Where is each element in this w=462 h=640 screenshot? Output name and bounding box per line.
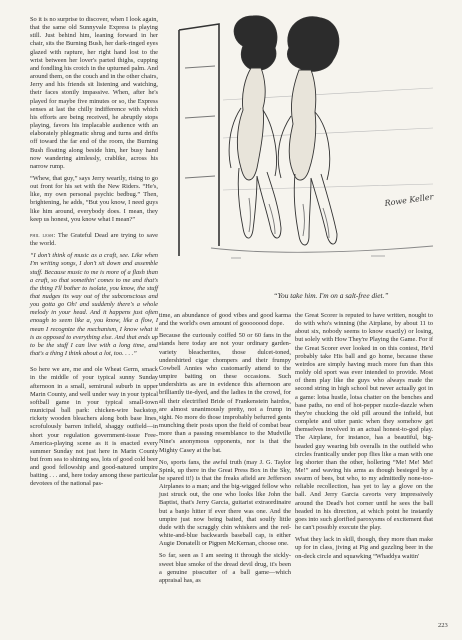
block-quote: “I don't think of music as a craft, see. Like when I'm writing songs, I don't sit down and assemble stuff. Because music to me is more of a flash than a craft, so that somethin' comes to me and that's the thing I'll bother to isolate, you know, the stuff that nudges its way out of the subconscious and you gotta go Oh! and suddenly there's a whole melody in your head. And it happens just often enough to seem like a, you know, like a flow, I mean I recognize the mechanism, I know what it is as opposed to everything else. And that ends up to be the stuff I can live with a long time, and that's a thing I think about a lot, too. . . .” bbox=[30, 252, 158, 358]
cartoon-illustration bbox=[171, 8, 439, 291]
speaker-statement: The Grateful Dead are trying to save the world. bbox=[30, 231, 159, 248]
speaker-name: phil lesh: bbox=[30, 231, 56, 239]
paragraph-sports-fans: No, sports fans, the awful truth (may J. G. Taylor Spink, up there in the Great Press Box in the Sky, be spared it!) is that the freaks afield are Jefferson Airplanes to a man; and the big-wigged fellow who just struck out, the one who looks like John the Baptist, that's Jerry Garcia, guitarist extraordinaire but a banjo hitter if ever there was one. And the umpire just now being baited, that soulfy little dude with the scraggly chin whiskers and the red-white-and-blue backwards baseball cap, is either Augie Donatelli or Pigpen McKernan, choose one. bbox=[159, 458, 291, 548]
paragraph-good-vibes: time, an abundance of good vibes and good karma and the world's own amount of goooooood dope. bbox=[159, 312, 291, 328]
paragraph-phil-lesh bbox=[30, 232, 158, 248]
paragraph-great-scorer: the Great Scorer is reputed to have written, nought to do with who's winning (the Airplane, by about 11 to about six, nobody seems to know exactly) or losing, but solely with How They're Playing the Game. For if the Great Scorer ever looked in on this contest, He'd probably take His ball and go home, because these weirdos are simply having much more fun than this moldy old sport was ever intended to provide. Most of them play like the guys who always made the second string in high school but never actually got in a game: lotsa hustle, lotsa chatter on the benches and base paths, no end of hot-pepper razzle-dazzle when they're chucking the old pill around the infield, but complete and utter panic when they somehow get themselves involved in an actual honest-to-god play. The Airplane, for instance, has a beautiful, big-headed guy wearing bib overalls in the outfield who circles frantically under pop flies like a man with one leg shorter than the other, hollering “Me! Me! Me! Me!” and waving his arms as though besieged by a swarm of bees, but who, to my admittedly none-too-reliable recollection, has yet to lay a glove on the ball. And Jerry Garcia cavorts very impressively around the Dead's hot corner until he sees the ball headed in his direction, at which point he instantly goes into such glorified paroxysms of excitement that he can't possibly execute the play. bbox=[295, 312, 433, 532]
middle-column bbox=[159, 312, 291, 585]
artist-signature: Rowe Keller bbox=[384, 192, 434, 208]
cartoon-caption: “You take him. I'm on a salt-free diet.” bbox=[273, 291, 389, 300]
cartoon-drawing bbox=[171, 8, 439, 291]
paragraph-blue-smoke: So far, seen as I am seeing it through the sickly-sweet blue smoke of the dread devil drug, it's been a genuine pisscutter of a ball game—which appraisal has, as bbox=[159, 552, 291, 584]
paragraph-curiously-coiffed-fans: Because the curiously coiffed 50 or 60 fans in the stands here today are not your ordinary garden-variety bleacherites, those dulcet-toned, undershirted cigar chompers and their frumpy Cowbell Annies who customarily attend to the umpire baiting on these occasions. Such undershirts as are in evidence this afternoon are brilliantly tie-dyed, and the ladies in the crowd, for all their electrified Bride of Frankenstein hairdos, are almost unanimously pretty, not a frump in sight. No more do those improbably befurred gents munching their posts upon the field of combat bear more than a passing resemblance to the Mudville Nine's anonymous opponents, nor is that the Mighty Casey at the bat. bbox=[159, 332, 291, 454]
page-number: 223 bbox=[438, 622, 448, 629]
paragraph-lack-in-skill: What they lack in skill, though, they more than make up for in class, jiving at Pig and guzzling beer in the on-deck circle and squawking “Whaddya waitin' bbox=[295, 536, 433, 560]
paragraph-wheat-germ: So here we are, me and ole Wheat Germ, smack in the middle of your typical sunny Sunday afternoon in a small, semirural suburb in upper Marin County, and well under way in your typical softball game in your typical small-town municipal ball park: chicken-wire backstop, rickety wooden bleachers along both base lines, scrofulously barren infield, shaggy outfield—in short your regulation government-issue Free-America-playing scene as it is enacted every summer Sunday not just here in Marin County but from sea to shining sea, lots of good cold beer and good fellowship and good-natured umpire baiting . . . and, here today among these particular devotees of the national pas- bbox=[30, 366, 158, 488]
right-column bbox=[295, 312, 433, 561]
paragraph-jerry-whew: “Whew, that guy,” says Jerry wearily, rising to go out front for his set with the New Riders. “He's, like, my own personal psychic bedbug.” Then, brightening, he adds, “But you know, I need guys like him around, everybody does. I mean, they keep us honest, you know what I mean?” bbox=[30, 174, 158, 223]
left-column bbox=[30, 16, 158, 489]
paragraph-sunnyvale-express: So it is no surprise to discover, when I look again, that the same old Sunnyvale Express is playing still. Just behind him, leaning forward in her chair, sits the Burning Bush, her dark-ringed eyes glazed with rapture, her right hand lost to the wrist between her lover's parted thighs, cupping and fondling his crotch in the upturned palm. And around them, on the couch and in the other chairs, Jerry and his friends sit listening and watching, their faces stonily impassive. When, after he's played for maybe five minutes or so, the Express senses at last the chilly indifference with which his efforts are being received, he abruptly stops playing, favors his implacable audience with an elaborately phlegmatic shrug and turns and drifts off toward the far end of the room, the Burning Bush floating along beside him, her busy hand now wandering aimlessly, crablike, across his narrow rump. bbox=[30, 16, 158, 170]
